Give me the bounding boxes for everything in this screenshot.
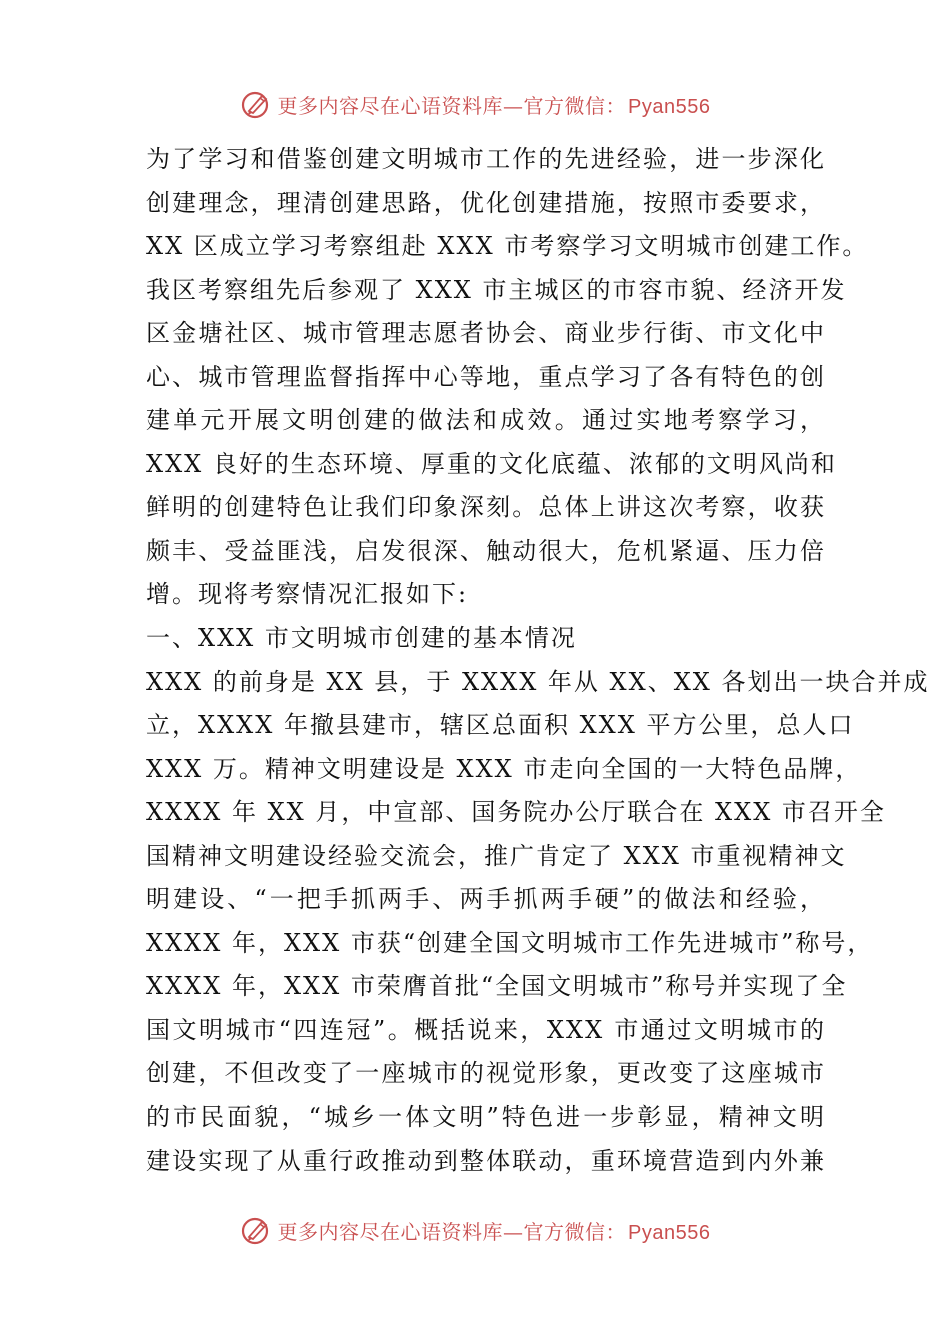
section-heading: 一、XXX 市文明城市创建的基本情况 <box>146 624 577 653</box>
text-line: 心、城市管理监督指挥中心等地，重点学习了各有特色的创 <box>146 362 826 391</box>
text-line: XXX 的前身是 XX 县，于 XXXX 年从 XX、XX 各划出一块合并成 <box>146 667 930 696</box>
text-line: 建单元开展文明创建的做法和成效。通过实地考察学习， <box>146 406 826 435</box>
text-line: 创建，不但改变了一座城市的视觉形象，更改变了这座城市 <box>146 1059 826 1088</box>
text-line: 创建理念，理清创建思路，优化创建措施，按照市委要求， <box>146 188 826 217</box>
footer-banner-text: 更多内容尽在心语资料库—官方微信： Pyan556 <box>277 1219 711 1244</box>
text-line: 我区考察组先后参观了 XXX 市主城区的市容市貌、经济开发 <box>146 275 847 304</box>
text-line: XXX 万。精神文明建设是 XXX 市走向全国的一大特色品牌， <box>146 754 862 783</box>
text-line: 增。现将考察情况汇报如下: <box>146 580 469 609</box>
header-banner <box>0 84 950 124</box>
footer-banner-handle: Pyan556 <box>628 1221 711 1244</box>
header-banner-handle: Pyan556 <box>628 95 711 118</box>
text-line: 鲜明的创建特色让我们印象深刻。总体上讲这次考察，收获 <box>146 493 826 522</box>
text-line: 立，XXXX 年撤县建市，辖区总面积 XXX 平方公里，总人口 <box>146 711 855 740</box>
text-line: XXX 良好的生态环境、厚重的文化底蕴、浓郁的文明风尚和 <box>146 449 837 478</box>
text-line: 国精神文明建设经验交流会，推广肯定了 XXX 市重视精神文 <box>146 841 847 870</box>
text-line: 的市民面貌，“城乡一体文明”特色进一步彰显，精神文明 <box>146 1103 826 1132</box>
text-line: XXXX 年，XXX 市荣膺首批“全国文明城市”称号并实现了全 <box>146 972 848 1001</box>
pen-logo-icon <box>240 1214 272 1246</box>
text-line: 为了学习和借鉴创建文明城市工作的先进经验，进一步深化 <box>146 145 826 173</box>
text-line: XXXX 年 XX 月，中宣部、国务院办公厅联合在 XXX 市召开全 <box>146 798 886 827</box>
text-line: 区金塘社区、城市管理志愿者协会、商业步行街、市文化中 <box>146 319 826 348</box>
text-line: 明建设、“一把手抓两手、两手抓两手硬”的做法和经验， <box>146 885 826 914</box>
text-line: 建设实现了从重行政推动到整体联动，重环境营造到内外兼 <box>146 1146 826 1175</box>
text-line: 颇丰、受益匪浅，启发很深、触动很大，危机紧逼、压力倍 <box>146 536 826 565</box>
header-banner-text: 更多内容尽在心语资料库—官方微信： Pyan556 <box>277 93 711 118</box>
document-body <box>146 138 930 1183</box>
pen-logo-icon <box>240 88 272 120</box>
footer-banner <box>0 1210 950 1250</box>
text-line: 国文明城市“四连冠”。概括说来，XXX 市通过文明城市的 <box>146 1015 826 1044</box>
text-line: XX 区成立学习考察组赴 XXX 市考察学习文明城市创建工作。 <box>146 232 869 261</box>
text-line: XXXX 年，XXX 市获“创建全国文明城市工作先进城市”称号， <box>146 928 874 957</box>
